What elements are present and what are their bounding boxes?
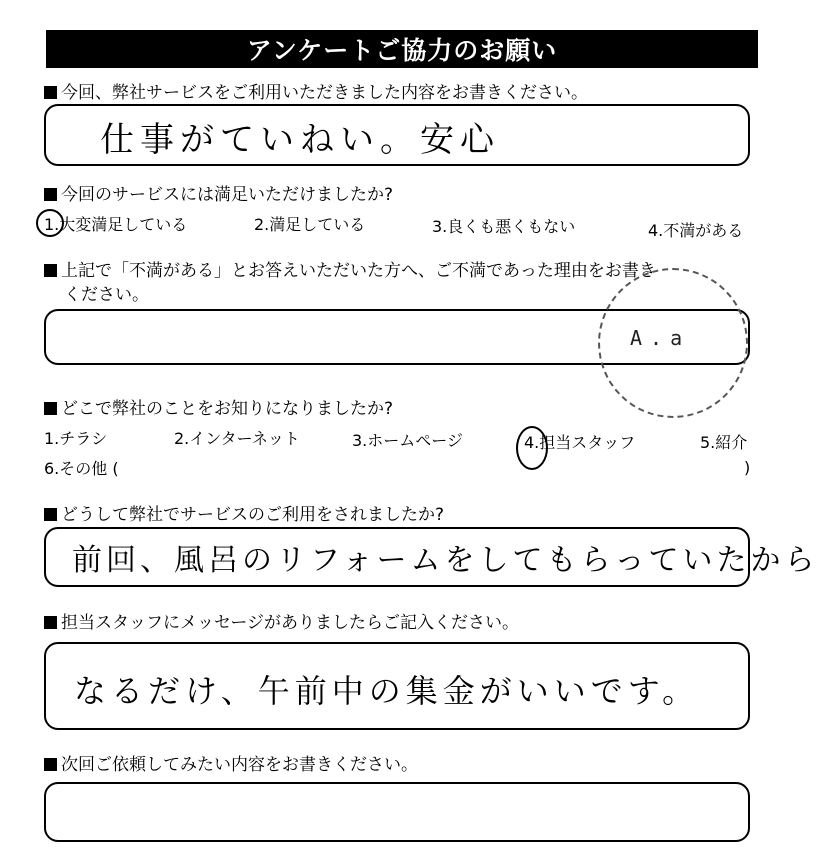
question-3 xyxy=(44,256,656,281)
q2-option-2[interactable]: 2.満足している xyxy=(254,215,366,234)
q2-option-3[interactable]: 3.良くも悪くもない xyxy=(432,217,576,236)
question-2 xyxy=(44,180,393,205)
answer-5-text: 前回、風呂のリフォームをしてもらっていたから xyxy=(72,543,819,578)
question-7-label: 次回ご依頼してみたい内容をお書きください。 xyxy=(61,755,418,775)
question-7 xyxy=(44,750,418,775)
q2-option-1[interactable]: 1.大変満足している xyxy=(44,215,188,234)
question-6 xyxy=(44,608,519,633)
question-1 xyxy=(44,78,588,103)
question-5 xyxy=(44,500,444,525)
bullet-square-icon xyxy=(44,86,57,99)
question-1-label: 今回、弊社サービスをご利用いただきました内容をお書きください。 xyxy=(61,83,588,103)
answer-6-text: なるだけ、午前中の集金がいいです。 xyxy=(74,672,700,710)
q4-option-2[interactable]: 2.インターネット xyxy=(174,429,300,448)
bullet-square-icon xyxy=(44,188,57,201)
q2-option-4[interactable]: 4.不満がある xyxy=(648,221,744,240)
bullet-square-icon xyxy=(44,402,57,415)
answer-1-text: 仕事がていねい。安心 xyxy=(100,120,500,160)
bullet-square-icon xyxy=(44,264,57,277)
q4-option-6-close: ) xyxy=(744,458,751,477)
question-2-label: 今回のサービスには満足いただけましたか? xyxy=(61,185,394,205)
bullet-square-icon xyxy=(44,616,57,629)
question-3-label-line1: 上記で「不満がある」とお答えいただいた方へ、ご不満であった理由をお書き xyxy=(61,261,656,281)
answer-box-7[interactable] xyxy=(44,782,750,842)
q4-option-4[interactable]: 4.担当スタッフ xyxy=(524,433,636,452)
q4-option-6[interactable]: 6.その他 ( xyxy=(44,459,119,478)
question-3-label-line2: ください。 xyxy=(64,285,149,305)
stamp-text: A.a xyxy=(630,326,691,350)
survey-title: アンケートご協力のお願い xyxy=(46,30,758,68)
bullet-square-icon xyxy=(44,758,57,771)
question-4 xyxy=(44,394,393,419)
question-4-label: どこで弊社のことをお知りになりましたか? xyxy=(61,399,394,419)
bullet-square-icon xyxy=(44,508,57,521)
q4-option-5[interactable]: 5.紹介 xyxy=(700,433,748,452)
q4-option-1[interactable]: 1.チラシ xyxy=(44,429,108,448)
question-6-label: 担当スタッフにメッセージがありましたらご記入ください。 xyxy=(61,613,519,633)
question-5-label: どうして弊社でサービスのご利用をされましたか? xyxy=(61,505,445,525)
q4-option-3[interactable]: 3.ホームページ xyxy=(352,431,463,450)
